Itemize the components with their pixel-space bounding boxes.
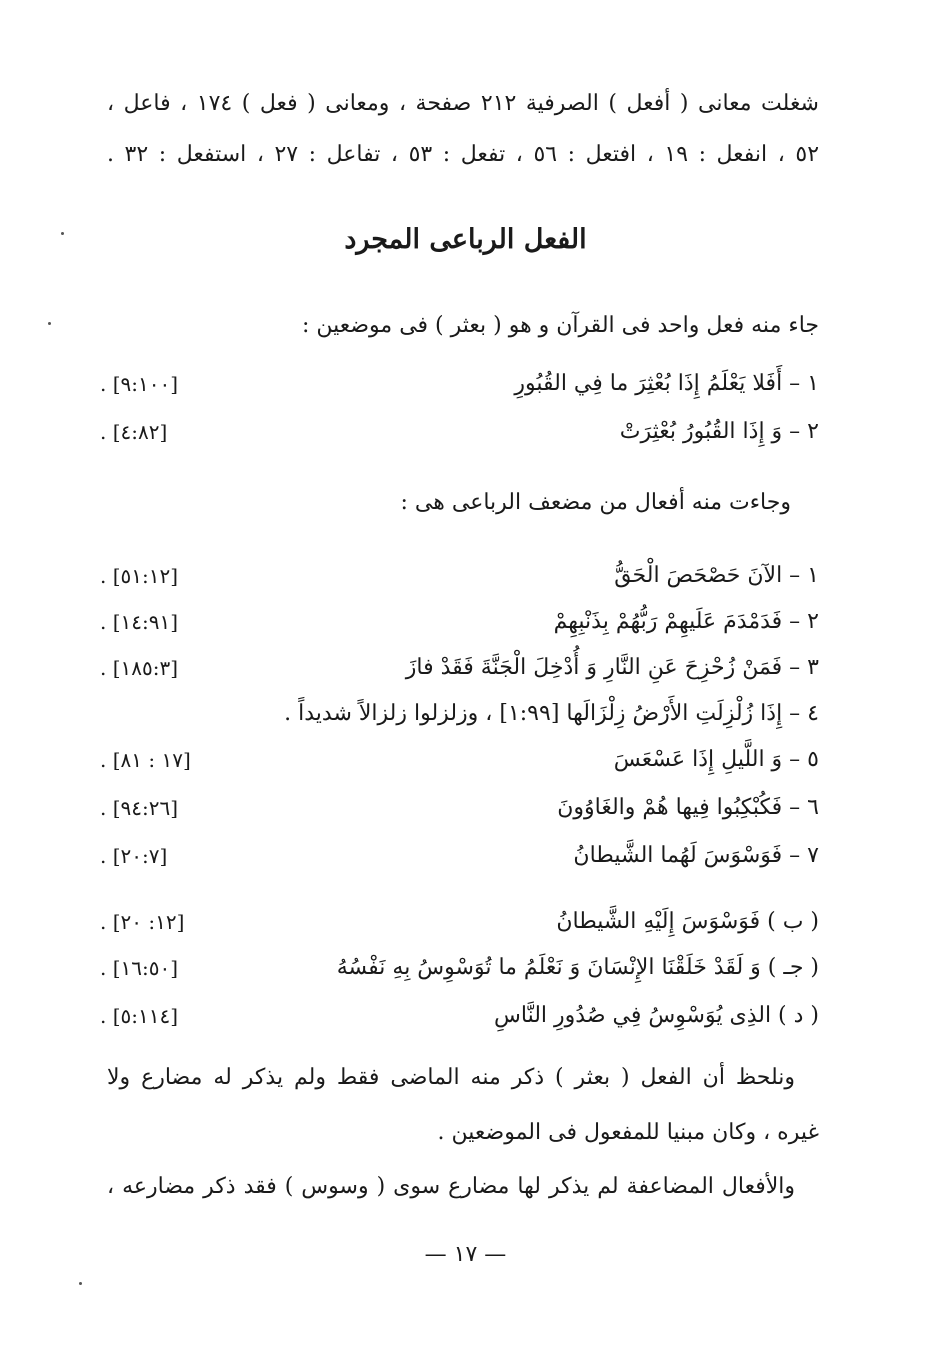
section-heading: الفعل الرباعى المجرد (344, 224, 587, 255)
verse-reference: . [٤:٨٢] (100, 420, 168, 444)
verse-text: ( د ) الذِى يُوَسْوِسُ فِي صُدُورِ النَّاسِ (494, 1003, 819, 1028)
verse-reference: . [٥١:١٢] (100, 564, 179, 588)
verse-row (0, 648, 931, 688)
closing-p2-line-1: والأفعال المضاعفة لم يذكر لها مضارع سوى ( وسوس ) فقد ذكر مضارعه ، (107, 1174, 795, 1199)
verse-text: ٧ – فَوَسْوَسَ لَهُما الشَّيطانُ (573, 843, 819, 868)
verse-row (0, 996, 931, 1036)
verse-text: ٣ – فَمَنْ زُحْزِحَ عَنِ النَّارِ وَ أُدْخِلَ الْجَنَّةَ فَقَدْ فازَ (405, 655, 819, 680)
verse-text: ٦ – فَكُبْكِبُوا فِيها هُمْ والغَاوُونَ (557, 795, 819, 820)
verse-reference: . [١٢: ٢٠] (100, 910, 185, 934)
closing-p1-line-1: ونلحظ أن الفعل ( بعثر ) ذكر منه الماضى فقط ولم يذكر له مضارع ولا (107, 1065, 795, 1090)
section1-lead: جاء منه فعل واحد فى القرآن و هو ( بعثر ) فى موضعين : (301, 313, 819, 338)
verse-reference: . [٢٠:٧] (100, 844, 168, 868)
verse-row (0, 694, 931, 734)
verse-reference: . [٥:١١٤] (100, 1004, 179, 1028)
verse-row (0, 740, 931, 780)
verse-reference: . [١٤:٩١] (100, 610, 179, 634)
verse-row (0, 902, 931, 942)
intro-line-1: شغلت معانى ( أفعل ) الصرفية ٢١٢ صفحة ، ومعانى ( فعل ) ١٧٤ ، فاعل ، (107, 91, 819, 116)
verse-row (0, 788, 931, 828)
verse-row (0, 364, 931, 404)
verse-reference: . [٩٤:٢٦] (100, 796, 179, 820)
verse-row (0, 556, 931, 596)
verse-text: ( جـ ) وَ لَقَدْ خَلَقْنَا الإِنْسَانَ وَ نَعْلَمُ ما تُوَسْوِسُ بِهِ نَفْسُهُ (336, 955, 819, 980)
verse-text: ٤ – إِذَا زُلْزِلَتِ الأَرْضُ زِلْزَالَها [١:٩٩] ، وزلزلوا زلزالاً شديداً . (284, 701, 819, 726)
scan-speck (61, 232, 64, 235)
scan-speck (79, 1282, 82, 1285)
verse-reference: . [١٧ : ٨١] (100, 748, 191, 772)
verse-reference: . [٩:١٠٠] (100, 372, 179, 396)
verse-text: ٥ – وَ اللَّيلِ إِذَا عَسْعَسَ (613, 747, 819, 772)
verse-text: ١ – أَفَلا يَعْلَمُ إِذَا بُعْثِرَ ما فِي القُبُورِ (514, 371, 819, 396)
verse-text: ٢ – وَ إِذَا القُبُورُ بُعْثِرَتْ (619, 419, 819, 444)
verse-row (0, 836, 931, 876)
verse-row (0, 602, 931, 642)
intro-line-2: ٥٢ ، انفعل : ١٩ ، افتعل : ٥٦ ، تفعل : ٥٣ ، تفاعل : ٢٧ ، استفعل : ٣٢ . (107, 142, 820, 167)
page-number: — ١٧ — (424, 1242, 507, 1267)
verse-row (0, 412, 931, 452)
verse-text: ٢ – فَدَمْدَمَ عَلَيهِمْ رَبُّهُمْ بِذَنْبِهِمْ (553, 609, 819, 634)
verse-reference: . [١٨٥:٣] (100, 656, 179, 680)
closing-p1-line-2: غيره ، وكان مبنيا للمفعول فى الموضعين . (437, 1120, 819, 1145)
verse-row (0, 948, 931, 988)
verse-text: ( ب ) فَوَسْوَسَ إِلَيْهِ الشَّيطانُ (556, 909, 819, 934)
verse-reference: . [١٦:٥٠] (100, 956, 179, 980)
scan-speck (48, 322, 51, 325)
verse-text: ١ – الآنَ حَصْحَصَ الْحَقُّ (614, 563, 819, 588)
section2-lead: وجاءت منه أفعال من مضعف الرباعى هى : (400, 490, 791, 515)
